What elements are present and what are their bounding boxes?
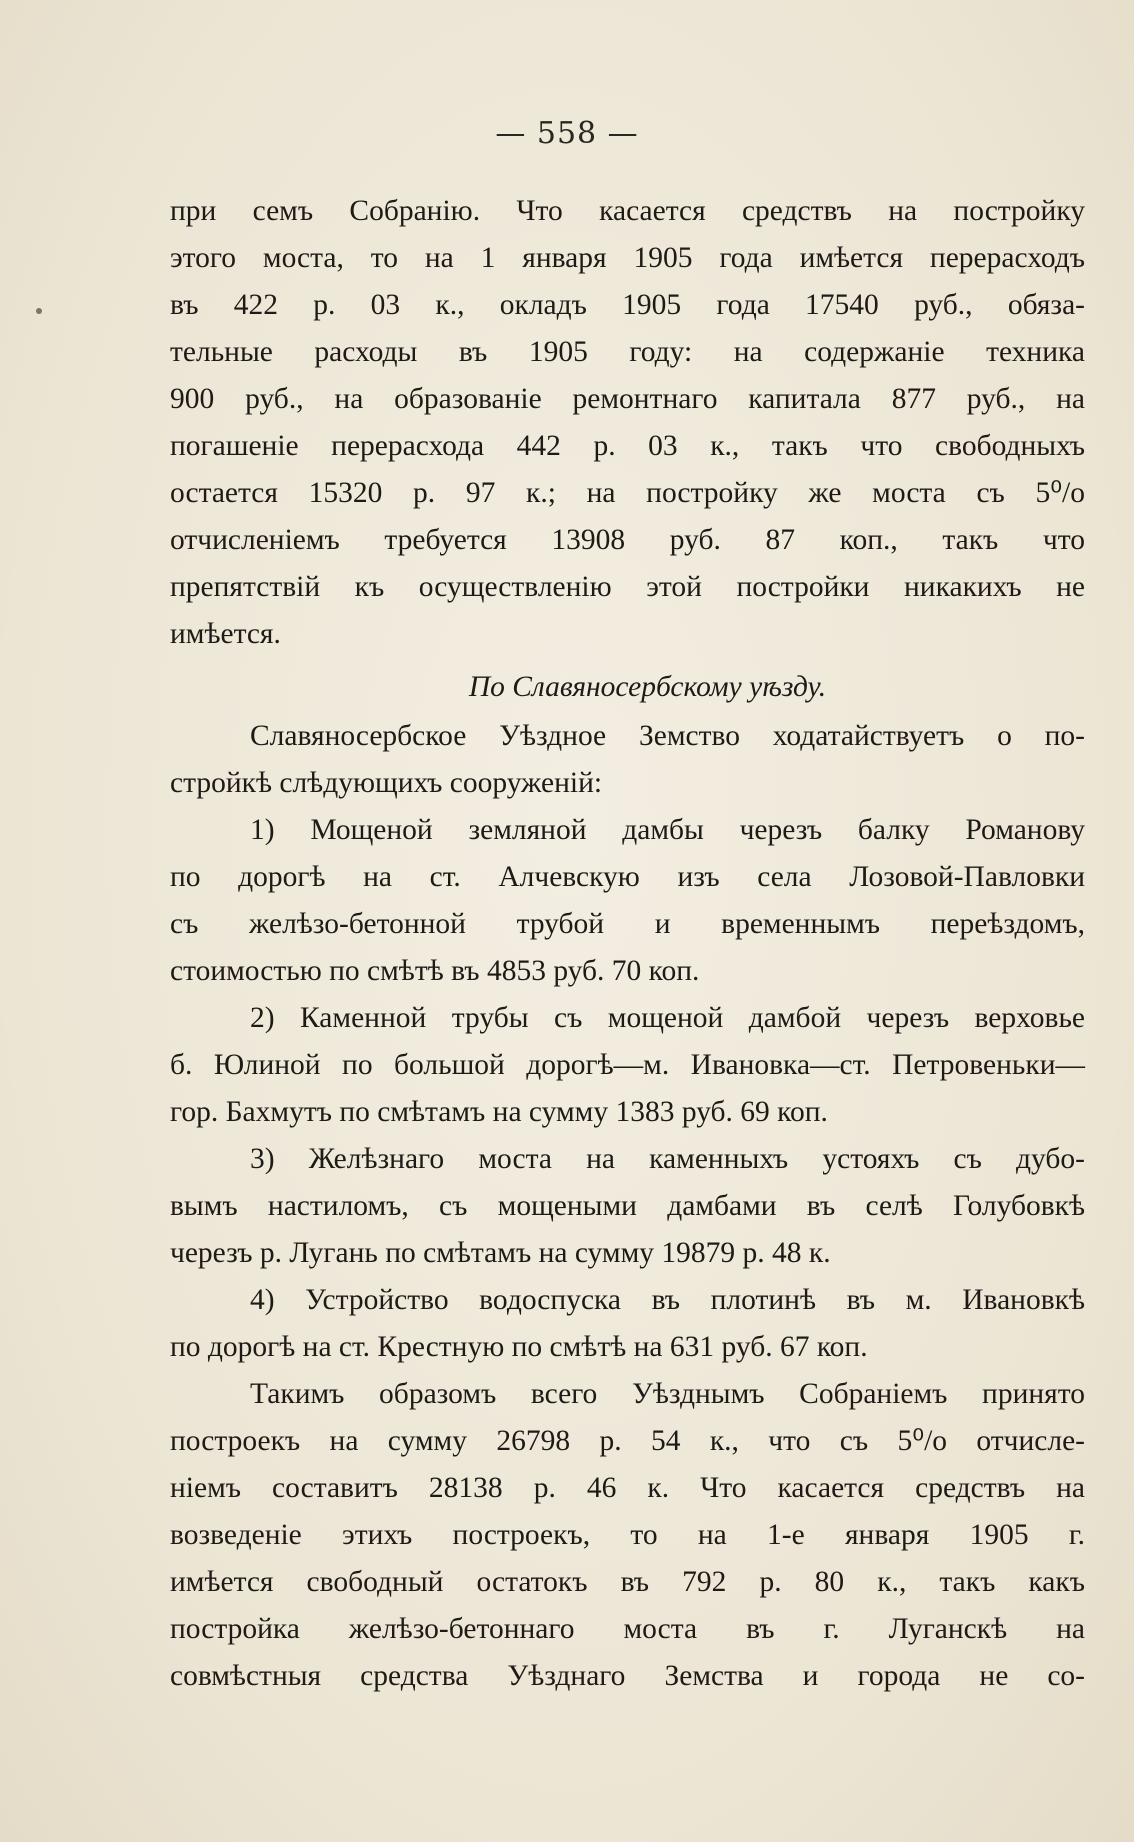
text-line: по дорогѣ на ст. Крестную по смѣтѣ на 631 руб. 67 коп. bbox=[170, 1331, 868, 1363]
text-line: 1) Мощеной земляной дамбы черезъ балку Романову bbox=[250, 814, 1085, 846]
text-line: гор. Бахмутъ по смѣтамъ на сумму 1383 руб. 69 коп. bbox=[170, 1096, 828, 1128]
text-line: съ желѣзо-бетонной трубой и временнымъ переѣздомъ, bbox=[170, 908, 1085, 940]
text-line: б. Юлиной по большой дорогѣ—м. Ивановка—ст. Петровеньки— bbox=[170, 1049, 1085, 1081]
section-heading: По Славяносербскому уѣзду. bbox=[468, 671, 827, 703]
list-item bbox=[170, 1277, 1085, 1371]
text-line: стройкѣ слѣдующихъ сооруженій: bbox=[170, 767, 603, 799]
text-line: 900 руб., на образованіе ремонтнаго капитала 877 руб., на bbox=[170, 383, 1085, 415]
text-line: препятствій къ осуществленію этой постройки никакихъ не bbox=[170, 571, 1085, 603]
text-line: постройка желѣзо-бетоннаго моста въ г. Луганскѣ на bbox=[170, 1613, 1085, 1645]
ink-speck bbox=[36, 308, 42, 314]
paragraph-funding bbox=[170, 188, 1085, 658]
text-line: въ 422 р. 03 к., окладъ 1905 года 17540 руб., обяза- bbox=[170, 289, 1085, 321]
paragraph-summary bbox=[170, 1371, 1085, 1700]
text-line: ніемъ составитъ 28138 р. 46 к. Что касается средствъ на bbox=[170, 1472, 1085, 1504]
paragraph-petition bbox=[170, 713, 1085, 807]
text-line: имѣется. bbox=[170, 618, 281, 650]
text-line: остается 15320 р. 97 к.; на постройку же моста съ 5⁰/о bbox=[170, 477, 1085, 509]
page-number: — 558 — bbox=[495, 116, 639, 151]
text-line: отчисленіемъ требуется 13908 руб. 87 коп., такъ что bbox=[170, 524, 1085, 556]
text-line: построекъ на сумму 26798 р. 54 к., что съ 5⁰/о отчисле- bbox=[170, 1425, 1085, 1457]
list-item bbox=[170, 807, 1085, 995]
list-item bbox=[170, 995, 1085, 1136]
page-body bbox=[170, 188, 1085, 1700]
text-line: при семъ Собранію. Что касается средствъ на постройку bbox=[170, 195, 1085, 227]
list-item bbox=[170, 1136, 1085, 1277]
text-line: 3) Желѣзнаго моста на каменныхъ устояхъ съ дубо- bbox=[250, 1143, 1085, 1175]
text-line: Такимъ образомъ всего Уѣзднымъ Собраніемъ принято bbox=[250, 1378, 1085, 1410]
text-line: имѣется свободный остатокъ въ 792 р. 80 к., такъ какъ bbox=[170, 1566, 1085, 1598]
text-line: погашеніе перерасхода 442 р. 03 к., такъ что свободныхъ bbox=[170, 430, 1085, 462]
text-line: 2) Каменной трубы съ мощеной дамбой черезъ верховье bbox=[250, 1002, 1085, 1034]
text-line: черезъ р. Лугань по смѣтамъ на сумму 19879 р. 48 к. bbox=[170, 1237, 831, 1269]
text-line: стоимостью по смѣтѣ въ 4853 руб. 70 коп. bbox=[170, 955, 700, 987]
text-line: возведеніе этихъ построекъ, то на 1-е января 1905 г. bbox=[170, 1519, 1085, 1551]
text-line: вымъ настиломъ, съ мощеными дамбами въ селѣ Голубовкѣ bbox=[170, 1190, 1085, 1222]
text-line: тельные расходы въ 1905 году: на содержаніе техника bbox=[170, 336, 1085, 368]
text-line: Славяносербское Уѣздное Земство ходатайствуетъ о по- bbox=[250, 720, 1085, 752]
text-line: этого моста, то на 1 января 1905 года имѣется перерасходъ bbox=[170, 242, 1085, 274]
text-line: совмѣстныя средства Уѣзднаго Земства и города не со- bbox=[170, 1660, 1085, 1692]
text-line: по дорогѣ на ст. Алчевскую изъ села Лозовой-Павловки bbox=[170, 861, 1085, 893]
text-line: 4) Устройство водоспуска въ плотинѣ въ м. Ивановкѣ bbox=[250, 1284, 1085, 1316]
